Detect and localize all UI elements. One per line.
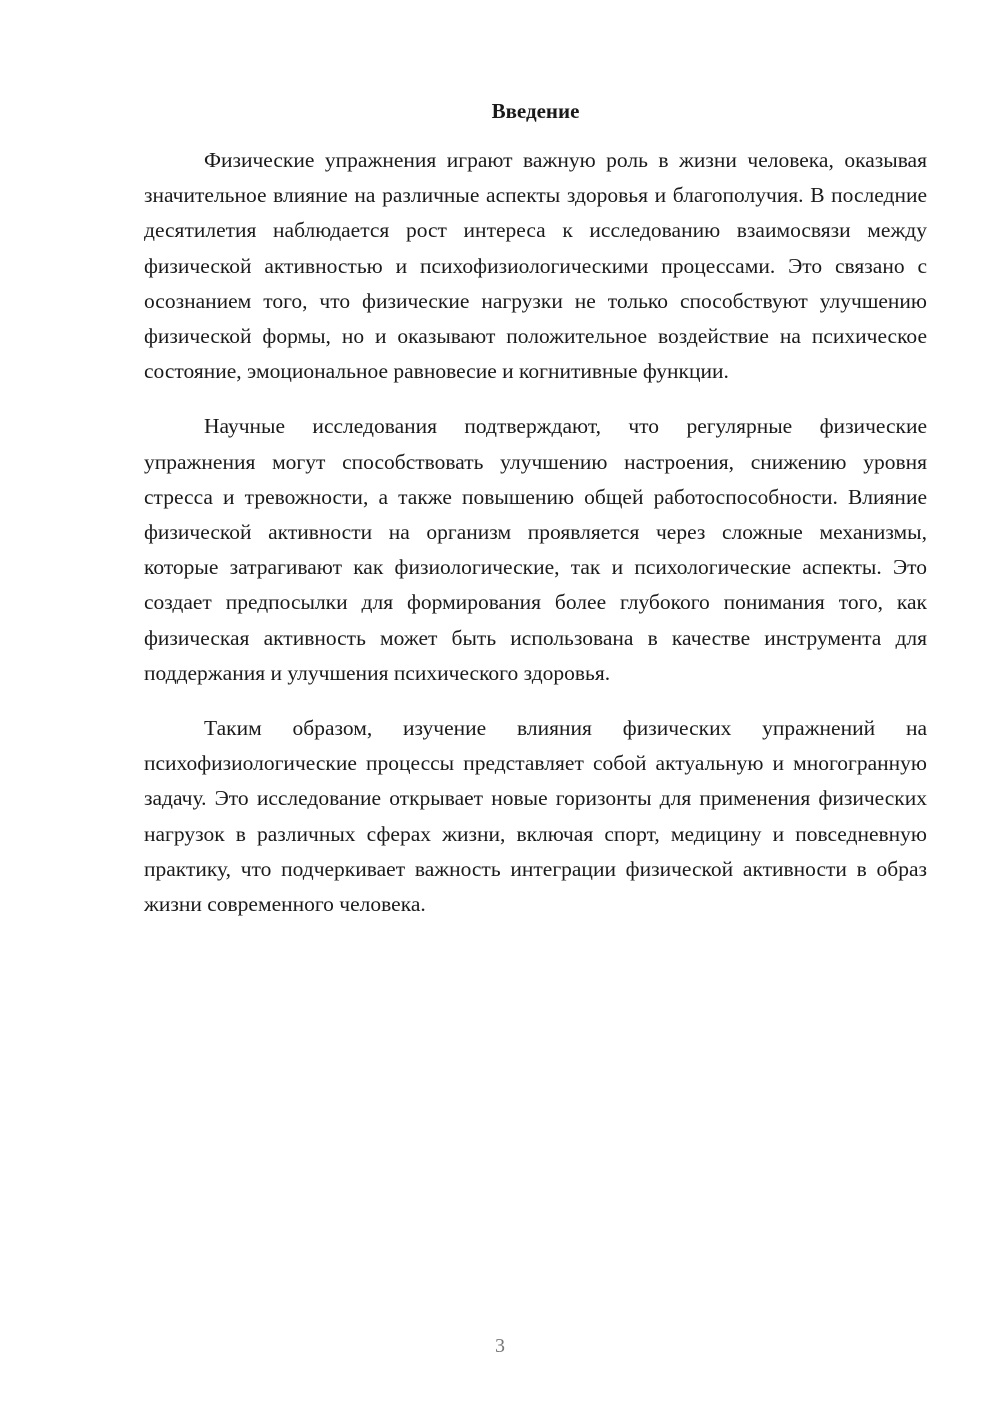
paragraph-1: Физические упражнения играют важную роль в жизни человека, оказывая значительное влияние на различные аспекты здоровья и благополучия. В последние десятилетия наблюдается рост интереса к исследованию взаимосвязи между физической активностью и психофизиологическими процессами. Это связано с осознанием того, что физические нагрузки не только способствуют улучшению физической формы, но и оказывают положительное воздействие на психическое состояние, эмоциональное равновесие и когнитивные функции. [144, 148, 927, 384]
page-number: 3 [495, 1335, 505, 1357]
section-heading: Введение [491, 99, 580, 123]
paragraph-3: Таким образом, изучение влияния физических упражнений на психофизиологические процессы представляет собой актуальную и многогранную задачу. Это исследование открывает новые горизонты для применения физических нагрузок в различных сферах жизни, включая спорт, медицину и повседневную практику, что подчеркивает важность интеграции физической активности в образ жизни современного человека. [144, 716, 927, 917]
paragraph-2: Научные исследования подтверждают, что регулярные физические упражнения могут способствовать улучшению настроения, снижению уровня стресса и тревожности, а также повышению общей работоспособности. Влияние физической активности на организм проявляется через сложные механизмы, которые затрагивают как физиологические, так и психологические аспекты. Это создает предпосылки для формирования более глубокого понимания того, как физическая активность может быть использована в качестве инструмента для поддержания и улучшения психического здоровья. [144, 414, 927, 685]
body-text [144, 143, 927, 942]
